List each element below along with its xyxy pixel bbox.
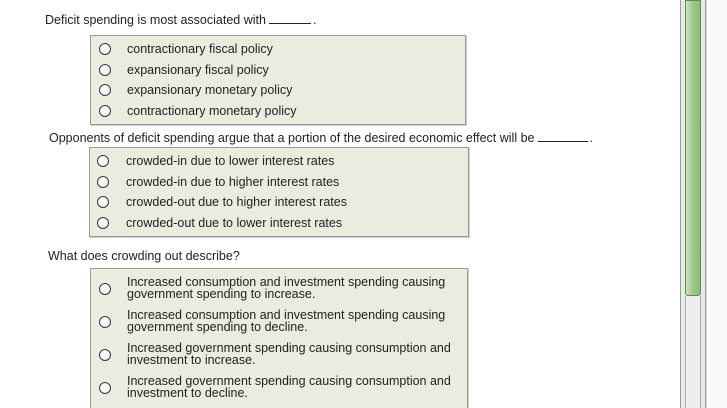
option-label: crowded-out due to lower interest rates [126,216,343,230]
radio-button[interactable] [97,176,109,188]
question-3-option-3[interactable] [91,339,467,369]
question-2-option-3[interactable] [90,193,468,211]
radio-button[interactable] [99,283,111,295]
option-label: contractionary monetary policy [127,104,297,118]
option-label: Increased consumption and investment spending causing government spending to decline. [127,308,446,334]
question-3-option-4[interactable] [91,372,467,402]
radio-button[interactable] [99,43,111,55]
question-3-text: What does crowding out describe? [48,249,240,263]
question-2-text: Opponents of deficit spending argue that a portion of the desired economic effect will be [49,131,535,145]
option-label: Increased government spending causing consumption and investment to decline. [127,374,451,400]
question-2-option-2[interactable] [90,173,468,191]
radio-button[interactable] [97,217,109,229]
question-1-prompt [45,12,316,27]
radio-button[interactable] [99,382,111,394]
question-1-option-3[interactable] [91,81,465,99]
question-1-period: . [312,13,317,27]
option-label: crowded-out due to higher interest rates [126,195,347,209]
question-3-option-1[interactable] [91,273,467,303]
option-label: Increased consumption and investment spending causing government spending to increase. [127,275,446,301]
question-1-choices [90,35,466,125]
scrollbar-thumb[interactable] [685,0,701,296]
question-2-period: . [589,131,593,145]
radio-button[interactable] [99,64,111,76]
option-label: Increased government spending causing consumption and investment to increase. [127,341,451,367]
question-3-option-2[interactable] [91,306,467,336]
radio-button[interactable] [99,316,111,328]
option-label: expansionary fiscal policy [127,63,269,77]
question-1-blank [269,12,311,24]
question-1-option-1[interactable] [91,40,465,58]
radio-button[interactable] [97,155,109,167]
question-1-option-2[interactable] [91,61,465,79]
question-1-option-4[interactable] [91,102,465,120]
option-label: contractionary fiscal policy [127,42,273,56]
question-2-option-4[interactable] [90,214,468,232]
scrollbar-track-lower[interactable] [685,296,701,408]
question-1-text: Deficit spending is most associated with [45,13,266,27]
radio-button[interactable] [97,196,109,208]
question-2-prompt [49,130,593,145]
radio-button[interactable] [99,84,111,96]
option-label: crowded-in due to higher interest rates [126,175,340,189]
question-2-option-1[interactable] [90,152,468,170]
question-2-choices [89,147,469,237]
question-2-blank [538,130,588,142]
radio-button[interactable] [99,105,111,117]
window-edge [706,0,727,408]
option-label: expansionary monetary policy [127,83,293,97]
question-3-choices [90,268,468,408]
question-3-prompt [48,249,240,263]
option-label: crowded-in due to lower interest rates [126,154,335,168]
radio-button[interactable] [99,349,111,361]
